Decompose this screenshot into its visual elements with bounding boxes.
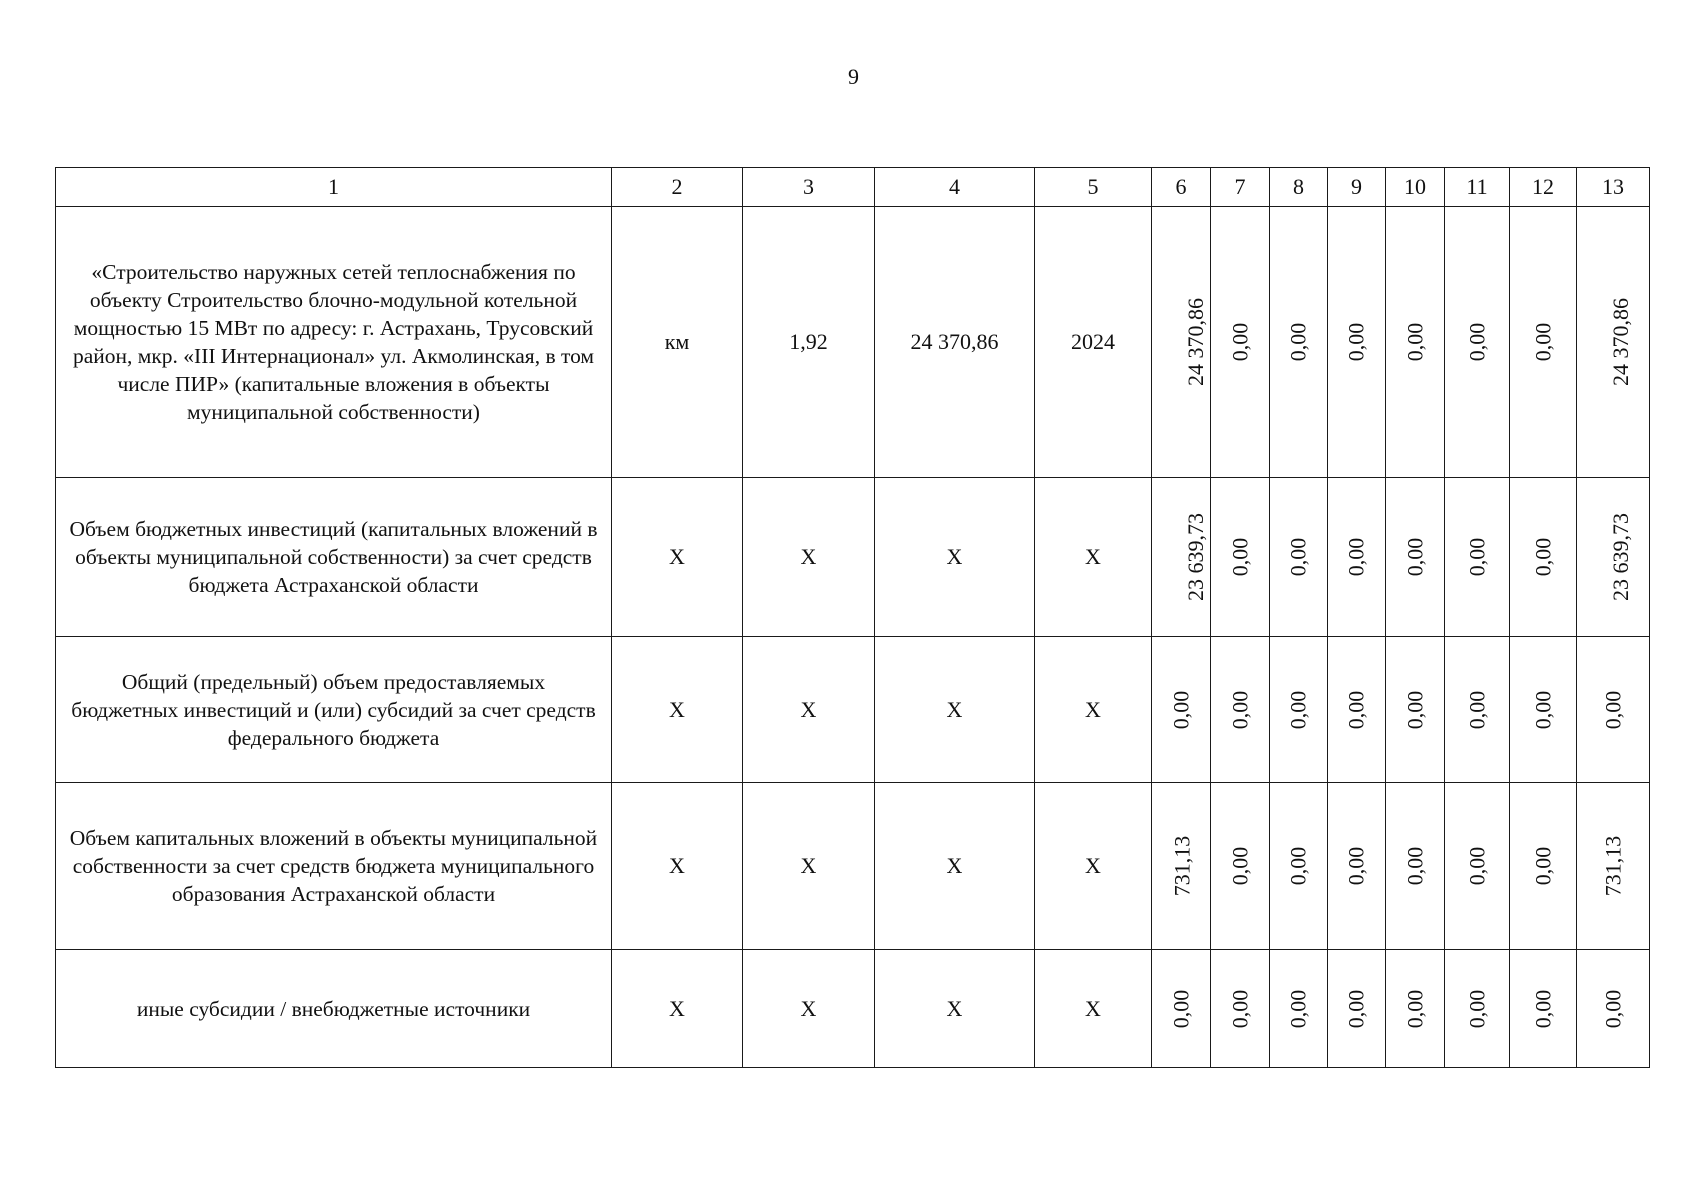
value-text: 0,00 — [1600, 690, 1625, 729]
value-text: 0,00 — [1402, 537, 1427, 577]
cost-cell: Х — [875, 478, 1035, 637]
value-text: 0,00 — [1227, 989, 1252, 1028]
column-header: 12 — [1510, 168, 1577, 207]
year-cell: Х — [1035, 783, 1152, 950]
value-cell — [1152, 207, 1211, 478]
value-text: 0,00 — [1285, 322, 1311, 362]
unit-cell: Х — [612, 950, 743, 1068]
value-cell — [1270, 950, 1328, 1068]
value-cell — [1577, 950, 1650, 1068]
value-cell — [1386, 637, 1445, 783]
value-text: 0,00 — [1285, 690, 1311, 729]
value-cell — [1510, 207, 1577, 478]
unit-cell: Х — [612, 478, 743, 637]
row-description: Общий (предельный) объем предоставляемых бюджетных инвестиций и (или) субсидий за счет средств федерального бюджета — [56, 637, 612, 783]
value-text: 23 639,73 — [1608, 513, 1633, 601]
cost-cell: 24 370,86 — [875, 207, 1035, 478]
column-header: 8 — [1270, 168, 1328, 207]
value-text: 24 370,86 — [1183, 298, 1208, 386]
value-cell — [1270, 637, 1328, 783]
value-cell — [1445, 478, 1510, 637]
value-cell — [1328, 478, 1386, 637]
value-cell — [1152, 783, 1211, 950]
page-number: 9 — [848, 64, 859, 89]
value-text: 0,00 — [1343, 537, 1369, 577]
table-row — [56, 207, 1650, 478]
value-text: 0,00 — [1343, 690, 1369, 729]
year-cell: 2024 — [1035, 207, 1152, 478]
value-text: 0,00 — [1227, 537, 1252, 577]
value-text: 0,00 — [1402, 690, 1427, 729]
row-description: Объем капитальных вложений в объекты муниципальной собственности за счет средств бюджета муниципального образования Астраханской области — [56, 783, 612, 950]
value-cell — [1386, 950, 1445, 1068]
value-cell — [1328, 950, 1386, 1068]
value-text: 0,00 — [1464, 322, 1489, 362]
value-cell — [1270, 207, 1328, 478]
value-cell — [1577, 637, 1650, 783]
value-cell — [1152, 637, 1211, 783]
row-description: «Строительство наружных сетей теплоснабжения по объекту Строительство блочно-модульной котельной мощностью 15 МВт по адресу: г. Астрахань, Трусовский район, мкр. «III Интернационал» ул. Акмолинская, в том числе ПИР» (капитальные вложения в объекты муниципальной собственности) — [56, 207, 612, 478]
table-row — [56, 950, 1650, 1068]
column-header: 9 — [1328, 168, 1386, 207]
value-text: 0,00 — [1343, 989, 1369, 1028]
value-text: 0,00 — [1227, 322, 1252, 362]
value-cell — [1577, 478, 1650, 637]
year-cell: Х — [1035, 637, 1152, 783]
value-text: 0,00 — [1530, 322, 1555, 362]
value-text: 0,00 — [1402, 846, 1427, 886]
value-cell — [1211, 478, 1270, 637]
value-cell — [1328, 637, 1386, 783]
value-text: 0,00 — [1285, 989, 1311, 1028]
value-text: 0,00 — [1343, 322, 1369, 362]
unit-cell: Х — [612, 637, 743, 783]
value-cell — [1211, 637, 1270, 783]
value-cell — [1577, 783, 1650, 950]
value-text: 0,00 — [1168, 690, 1193, 729]
value-cell — [1211, 783, 1270, 950]
value-text: 0,00 — [1464, 537, 1489, 577]
header-row — [56, 168, 1650, 207]
value-text: 0,00 — [1343, 846, 1369, 886]
column-header: 13 — [1577, 168, 1650, 207]
value-cell — [1328, 207, 1386, 478]
capacity-cell: Х — [743, 950, 875, 1068]
value-cell — [1577, 207, 1650, 478]
column-header: 1 — [56, 168, 612, 207]
value-cell — [1445, 783, 1510, 950]
value-text: 0,00 — [1285, 846, 1311, 886]
value-cell — [1510, 783, 1577, 950]
value-text: 0,00 — [1168, 989, 1193, 1028]
column-header: 11 — [1445, 168, 1510, 207]
column-header: 5 — [1035, 168, 1152, 207]
row-description: иные субсидии / внебюджетные источники — [56, 950, 612, 1068]
value-cell — [1386, 207, 1445, 478]
year-cell: Х — [1035, 950, 1152, 1068]
value-text: 0,00 — [1285, 537, 1311, 577]
value-text: 0,00 — [1464, 690, 1489, 729]
value-cell — [1211, 207, 1270, 478]
value-cell — [1152, 950, 1211, 1068]
cost-cell: Х — [875, 783, 1035, 950]
capacity-cell: Х — [743, 783, 875, 950]
column-header: 2 — [612, 168, 743, 207]
value-text: 0,00 — [1227, 846, 1252, 886]
table-row — [56, 637, 1650, 783]
column-header: 7 — [1211, 168, 1270, 207]
value-text: 0,00 — [1464, 989, 1489, 1028]
value-cell — [1510, 637, 1577, 783]
table-row — [56, 783, 1650, 950]
value-text: 0,00 — [1600, 989, 1625, 1028]
capacity-cell: 1,92 — [743, 207, 875, 478]
value-cell — [1328, 783, 1386, 950]
value-cell — [1152, 478, 1211, 637]
value-cell — [1445, 950, 1510, 1068]
budget-investment-table — [55, 167, 1650, 1068]
value-text: 0,00 — [1402, 322, 1427, 362]
value-cell — [1510, 478, 1577, 637]
value-cell — [1270, 478, 1328, 637]
cost-cell: Х — [875, 637, 1035, 783]
value-cell — [1445, 637, 1510, 783]
value-cell — [1445, 207, 1510, 478]
row-description: Объем бюджетных инвестиций (капитальных вложений в объекты муниципальной собственности) за счет средств бюджета Астраханской области — [56, 478, 612, 637]
capacity-cell: Х — [743, 637, 875, 783]
capacity-cell: Х — [743, 478, 875, 637]
value-text: 24 370,86 — [1608, 298, 1633, 386]
column-header: 10 — [1386, 168, 1445, 207]
year-cell: Х — [1035, 478, 1152, 637]
value-text: 0,00 — [1530, 989, 1555, 1028]
unit-cell: Х — [612, 783, 743, 950]
value-cell — [1386, 783, 1445, 950]
value-text: 0,00 — [1530, 537, 1555, 577]
value-cell — [1211, 950, 1270, 1068]
value-text: 0,00 — [1464, 846, 1489, 886]
value-text: 731,13 — [1169, 835, 1195, 897]
unit-cell: км — [612, 207, 743, 478]
column-header: 6 — [1152, 168, 1211, 207]
cost-cell: Х — [875, 950, 1035, 1068]
value-text: 0,00 — [1530, 846, 1555, 886]
value-cell — [1510, 950, 1577, 1068]
value-text: 23 639,73 — [1183, 513, 1208, 601]
value-cell — [1270, 783, 1328, 950]
table-row — [56, 478, 1650, 637]
column-header: 4 — [875, 168, 1035, 207]
value-text: 0,00 — [1530, 690, 1555, 729]
value-text: 731,13 — [1600, 835, 1625, 897]
column-header: 3 — [743, 168, 875, 207]
value-cell — [1386, 478, 1445, 637]
value-text: 0,00 — [1227, 690, 1252, 729]
value-text: 0,00 — [1402, 989, 1427, 1028]
